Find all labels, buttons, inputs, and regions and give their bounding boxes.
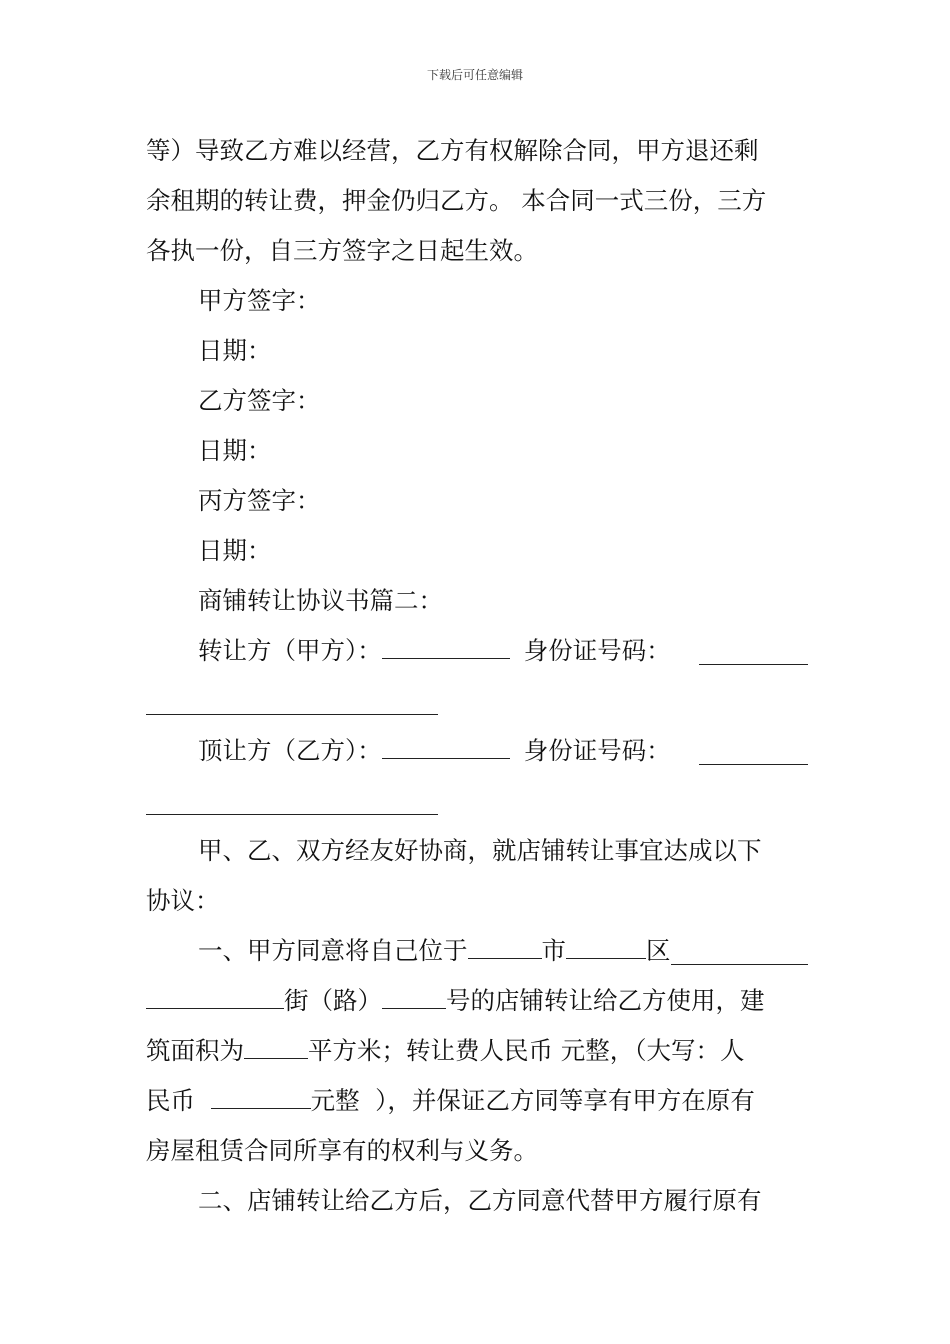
blank-underline [244, 1028, 308, 1059]
clause-text: 平方米；转让费人民币 元整，（大写：人 [308, 1036, 745, 1065]
blank-underline [382, 628, 510, 659]
blank-underline [468, 928, 542, 959]
chapter-title: 商铺转让协议书篇二： [198, 586, 443, 615]
clause-text: 号的店铺转让给乙方使用，建 [446, 986, 765, 1015]
blank-underline [382, 978, 446, 1009]
transferee-label: 顶让方（乙方）： [198, 736, 382, 765]
blank-underline [699, 734, 808, 765]
transferor-label: 转让方（甲方）： [198, 636, 382, 665]
clause-text: 元整 ），并保证乙方同等享有甲方在原有 [310, 1086, 755, 1115]
transferor-row [146, 626, 808, 676]
blank-underline [671, 934, 809, 965]
clause-text: 区 [646, 936, 671, 965]
blank-underline [382, 728, 510, 759]
blank-underline [146, 684, 438, 715]
party-c-signature: 丙方签字： [198, 486, 321, 515]
blank-underline [146, 784, 438, 815]
clause-text: 筑面积为 [146, 1036, 244, 1065]
clause-2-line: 二、店铺转让给乙方后，乙方同意代替甲方履行原有 [198, 1186, 762, 1215]
id-label: 身份证号码： [523, 736, 671, 765]
date-label: 日期： [198, 436, 272, 465]
id-label: 身份证号码： [523, 636, 671, 665]
clause-1-line-4 [146, 1076, 808, 1126]
clause-1-line-1 [146, 926, 808, 976]
date-label: 日期： [198, 336, 272, 365]
paragraph-line: 房屋租赁合同所享有的权利与义务。 [146, 1136, 538, 1165]
party-b-signature: 乙方签字： [198, 386, 321, 415]
date-label: 日期： [198, 536, 272, 565]
clause-text: 民币 [146, 1086, 211, 1115]
clause-text: 一、甲方同意将自己位于 [198, 936, 468, 965]
paragraph-line: 协议： [146, 886, 220, 915]
clause-text: 街（路） [284, 986, 382, 1015]
clause-1-line-2 [146, 976, 808, 1026]
blank-underline [146, 978, 284, 1009]
blank-line [146, 676, 808, 726]
party-a-signature: 甲方签字： [198, 286, 321, 315]
paragraph-line: 各执一份，自三方签字之日起生效。 [146, 236, 538, 265]
transferee-row [146, 726, 808, 776]
blank-underline [566, 928, 646, 959]
document-body [146, 126, 808, 1226]
clause-1-line-3 [146, 1026, 808, 1076]
paragraph-line: 等）导致乙方难以经营，乙方有权解除合同，甲方退还剩 [146, 136, 759, 165]
paragraph-line: 余租期的转让费，押金仍归乙方。 本合同一式三份，三方 [146, 186, 767, 215]
blank-underline [211, 1078, 311, 1109]
paragraph-line: 甲、乙、双方经友好协商，就店铺转让事宜达成以下 [198, 836, 762, 865]
page-header: 下载后可任意编辑 [426, 68, 523, 82]
clause-text: 市 [541, 936, 566, 965]
blank-line [146, 776, 808, 826]
blank-underline [699, 634, 808, 665]
